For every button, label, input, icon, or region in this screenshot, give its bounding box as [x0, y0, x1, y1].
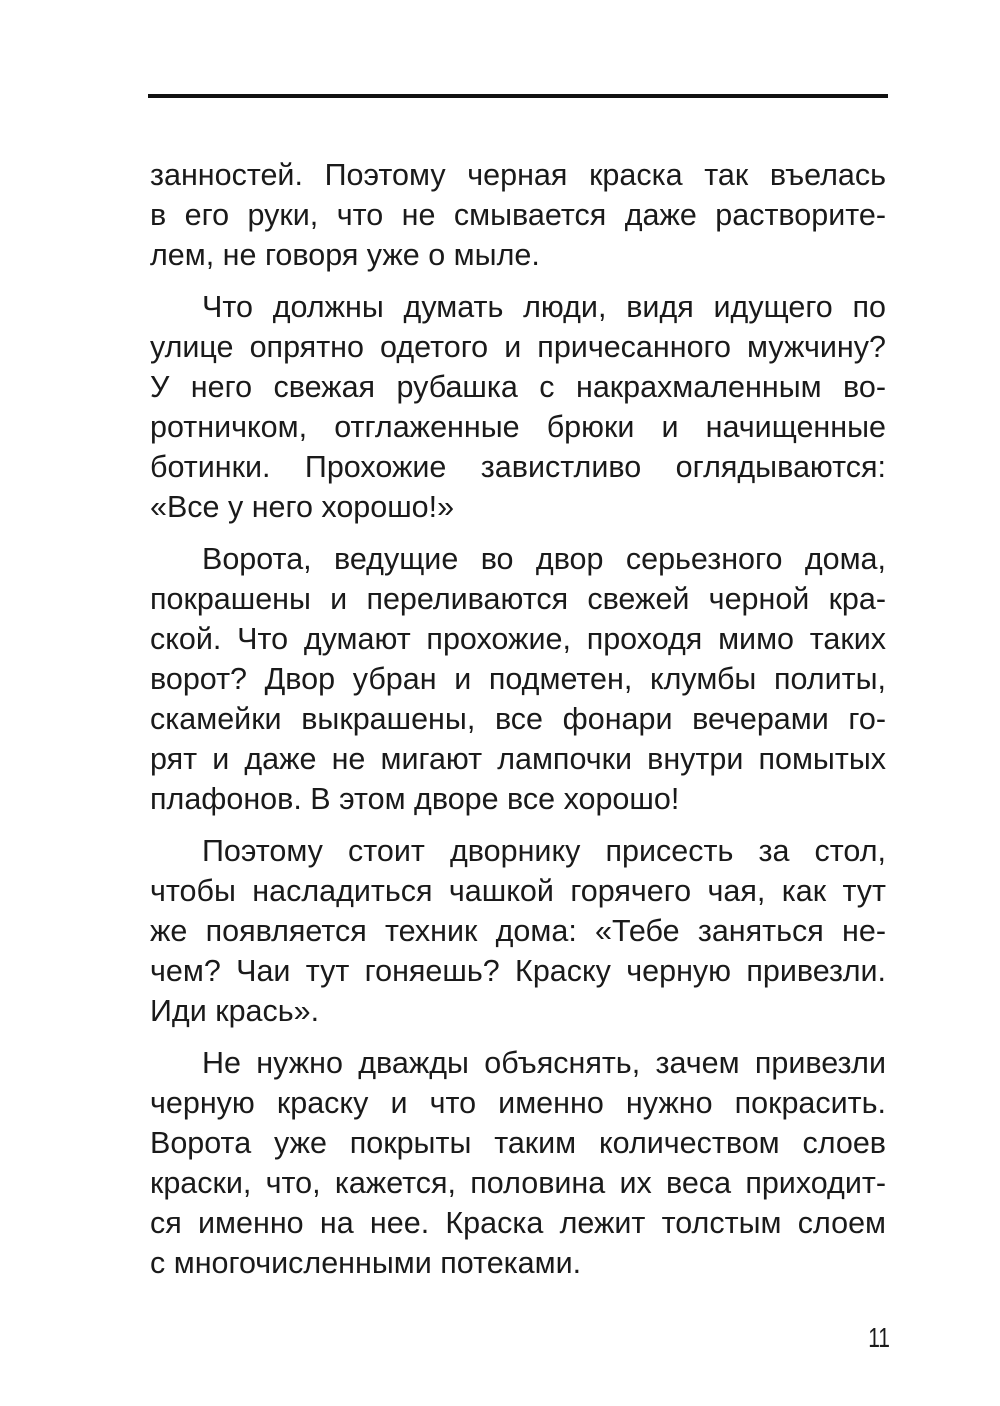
page-number: 11: [868, 1322, 890, 1353]
paragraph-1: [150, 155, 886, 275]
text-line: Ворота уже покрыты таким количеством слоев: [150, 1126, 886, 1160]
text-line: скамейки выкрашены, все фонари вечерами го-: [150, 702, 886, 736]
text-line: лем, не говоря уже о мыле.: [150, 238, 540, 272]
page-body: [150, 155, 886, 1295]
text-line: Поэтому стоит дворнику присесть за стол,: [202, 834, 886, 868]
paragraph-5: [150, 1043, 886, 1283]
text-line: ротничком, отглаженные брюки и начищенные: [150, 410, 886, 444]
text-line: ской. Что думают прохожие, проходя мимо таких: [150, 622, 886, 656]
text-line: чтобы насладиться чашкой горячего чая, как тут: [150, 874, 886, 908]
text-line: же появляется техник дома: «Тебе заняться не-: [150, 914, 886, 948]
text-line: занностей. Поэтому черная краска так въелась: [150, 158, 886, 192]
text-line: Ворота, ведущие во двор серьезного дома,: [202, 542, 886, 576]
text-line: в его руки, что не смывается даже растворите-: [150, 198, 886, 232]
text-line: ботинки. Прохожие завистливо оглядываются:: [150, 450, 886, 484]
text-line: ся именно на нее. Краска лежит толстым слоем: [150, 1206, 886, 1240]
text-line: улице опрятно одетого и причесанного мужчину?: [150, 330, 886, 364]
text-line: Не нужно дважды объяснять, зачем привезли: [202, 1046, 886, 1080]
text-line: рят и даже не мигают лампочки внутри помытых: [150, 742, 886, 776]
text-line: краски, что, кажется, половина их веса приходит-: [150, 1166, 886, 1200]
text-line: покрашены и переливаются свежей черной кра-: [150, 582, 886, 616]
paragraph-3: [150, 539, 886, 819]
text-line: плафонов. В этом дворе все хорошо!: [150, 782, 680, 816]
text-line: чем? Чаи тут гоняешь? Краску черную привезли.: [150, 954, 886, 988]
text-line: У него свежая рубашка с накрахмаленным во-: [150, 370, 886, 404]
text-line: черную краску и что именно нужно покрасить.: [150, 1086, 886, 1120]
header-rule: [148, 94, 888, 98]
text-line: Что должны думать люди, видя идущего по: [202, 290, 886, 324]
text-line: «Все у него хорошо!»: [150, 490, 455, 524]
text-line: ворот? Двор убран и подметен, клумбы политы,: [150, 662, 886, 696]
text-line: Иди крась».: [150, 994, 320, 1028]
paragraph-2: [150, 287, 886, 527]
paragraph-4: [150, 831, 886, 1031]
text-line: с многочисленными потеками.: [150, 1246, 582, 1280]
